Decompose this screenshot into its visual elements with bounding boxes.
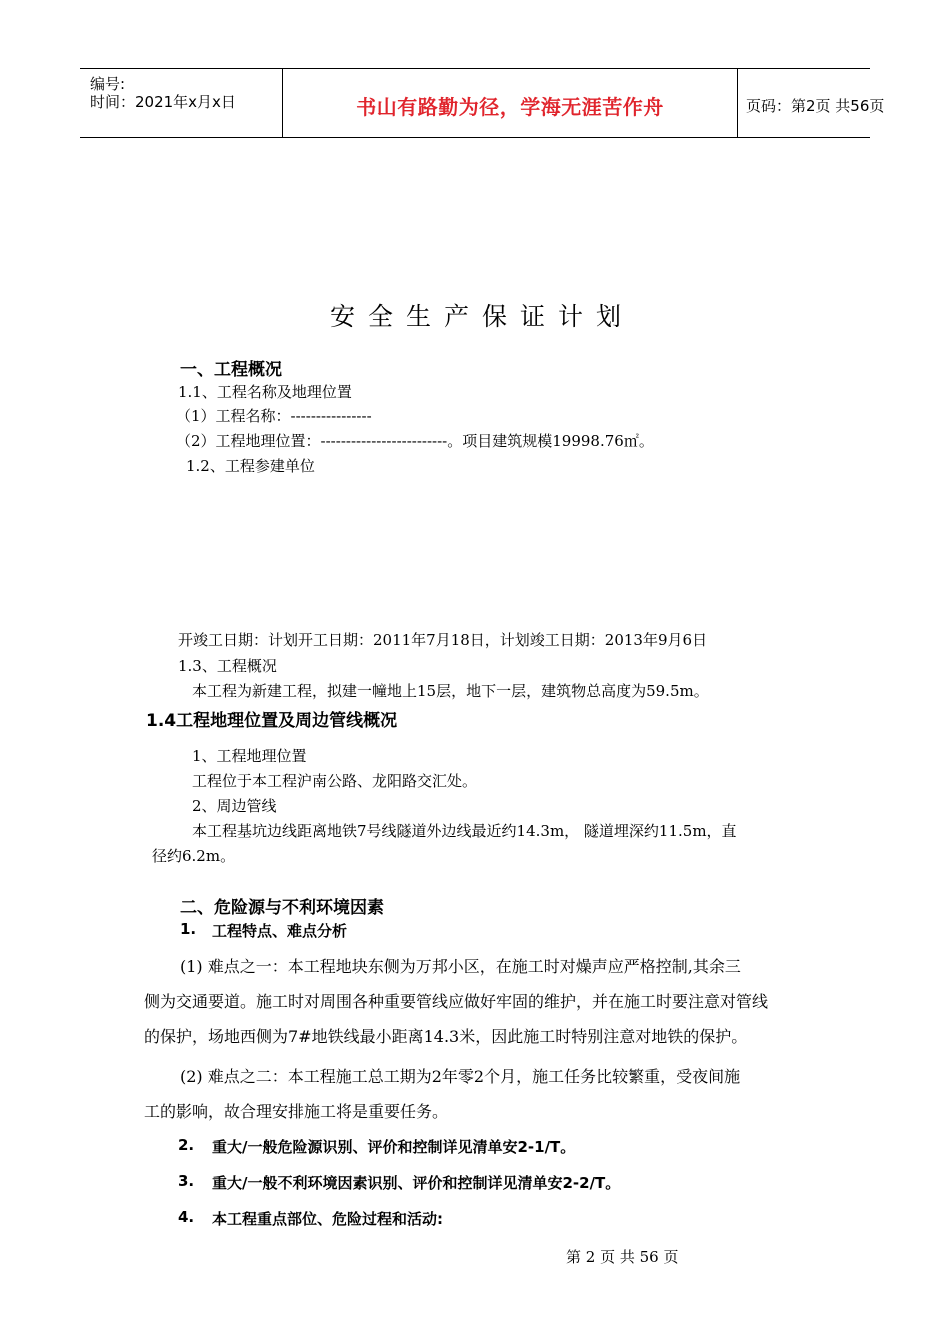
difficulty-2-line-1: (2) 难点之二：本工程施工总工期为2年零2个月，施工任务比较繁重，受夜间施	[180, 1067, 741, 1086]
subsection-1-3: 1.3、工程概况	[178, 657, 277, 675]
number-label: 编号:	[90, 75, 126, 93]
geo-location-heading: 1、工程地理位置	[192, 747, 307, 765]
difficulty-1-line-3: 的保护，场地西侧为7#地铁线最小距离14.3米，因此施工时特别注意对地铁的保护。	[144, 1027, 748, 1046]
item-4-text: 本工程重点部位、危险过程和活动:	[212, 1210, 444, 1228]
item-2-text: 重大/一般危险源识别、评价和控制详见清单安2-1/T。	[212, 1138, 576, 1156]
difficulty-1-line-1: (1) 难点之一：本工程地块东侧为万邦小区，在施工时对燥声应严格控制,其余三	[180, 957, 741, 976]
time-label: 时间：2021年x月x日	[90, 93, 236, 111]
item-4-number: 4.	[178, 1208, 195, 1226]
section-1-heading: 一、工程概况	[180, 360, 282, 380]
header-right-cell	[738, 69, 885, 137]
schedule-line: 开竣工日期：计划开工日期：2011年7月18日，计划竣工日期：2013年9月6日	[178, 631, 708, 649]
page-info: 页码：第2页 共56页	[746, 97, 885, 115]
page-header	[80, 68, 885, 138]
motto-text: 书山有路勤为径，学海无涯苦作舟	[356, 95, 664, 119]
document-title: 安全生产保证计划	[330, 302, 635, 331]
difficulty-2-line-2: 工的影响，故合理安排施工将是重要任务。	[144, 1102, 449, 1121]
item-1-heading: 工程特点、难点分析	[212, 922, 348, 940]
section-2-heading: 二、危险源与不利环境因素	[180, 898, 384, 918]
subsection-1-2: 1.2、工程参建单位	[186, 457, 315, 475]
item-3-text: 重大/一般不利环境因素识别、评价和控制详见清单安2-2/T。	[212, 1174, 621, 1192]
header-left-cell	[80, 69, 282, 137]
project-location-line: （2）工程地理位置：-------------------------。项目建筑规模19998.76㎡。	[176, 432, 654, 450]
subsection-1-4: 1.4工程地理位置及周边管线概况	[146, 711, 398, 731]
overview-text: 本工程为新建工程，拟建一幢地上15层，地下一层，建筑物总高度为59.5m。	[192, 682, 709, 700]
pipelines-text-b: 径约6.2m。	[152, 847, 236, 865]
item-1-number: 1.	[180, 920, 197, 938]
subsection-1-1: 1.1、工程名称及地理位置	[178, 383, 352, 401]
pipelines-text-a: 本工程基坑边线距离地铁7号线隧道外边线最近约14.3m， 隧道埋深约11.5m，直	[192, 822, 737, 840]
pipelines-heading: 2、周边管线	[192, 797, 277, 815]
header-motto-cell	[282, 69, 738, 137]
difficulty-1-line-2: 侧为交通要道。施工时对周围各种重要管线应做好牢固的维护，并在施工时要注意对管线	[144, 992, 769, 1011]
page-footer: 第 2 页 共 56 页	[566, 1248, 679, 1266]
item-3-number: 3.	[178, 1172, 195, 1190]
item-2-number: 2.	[178, 1136, 195, 1154]
geo-location-text: 工程位于本工程沪南公路、龙阳路交汇处。	[192, 772, 478, 790]
project-name-line: （1）工程名称：----------------	[176, 407, 372, 425]
